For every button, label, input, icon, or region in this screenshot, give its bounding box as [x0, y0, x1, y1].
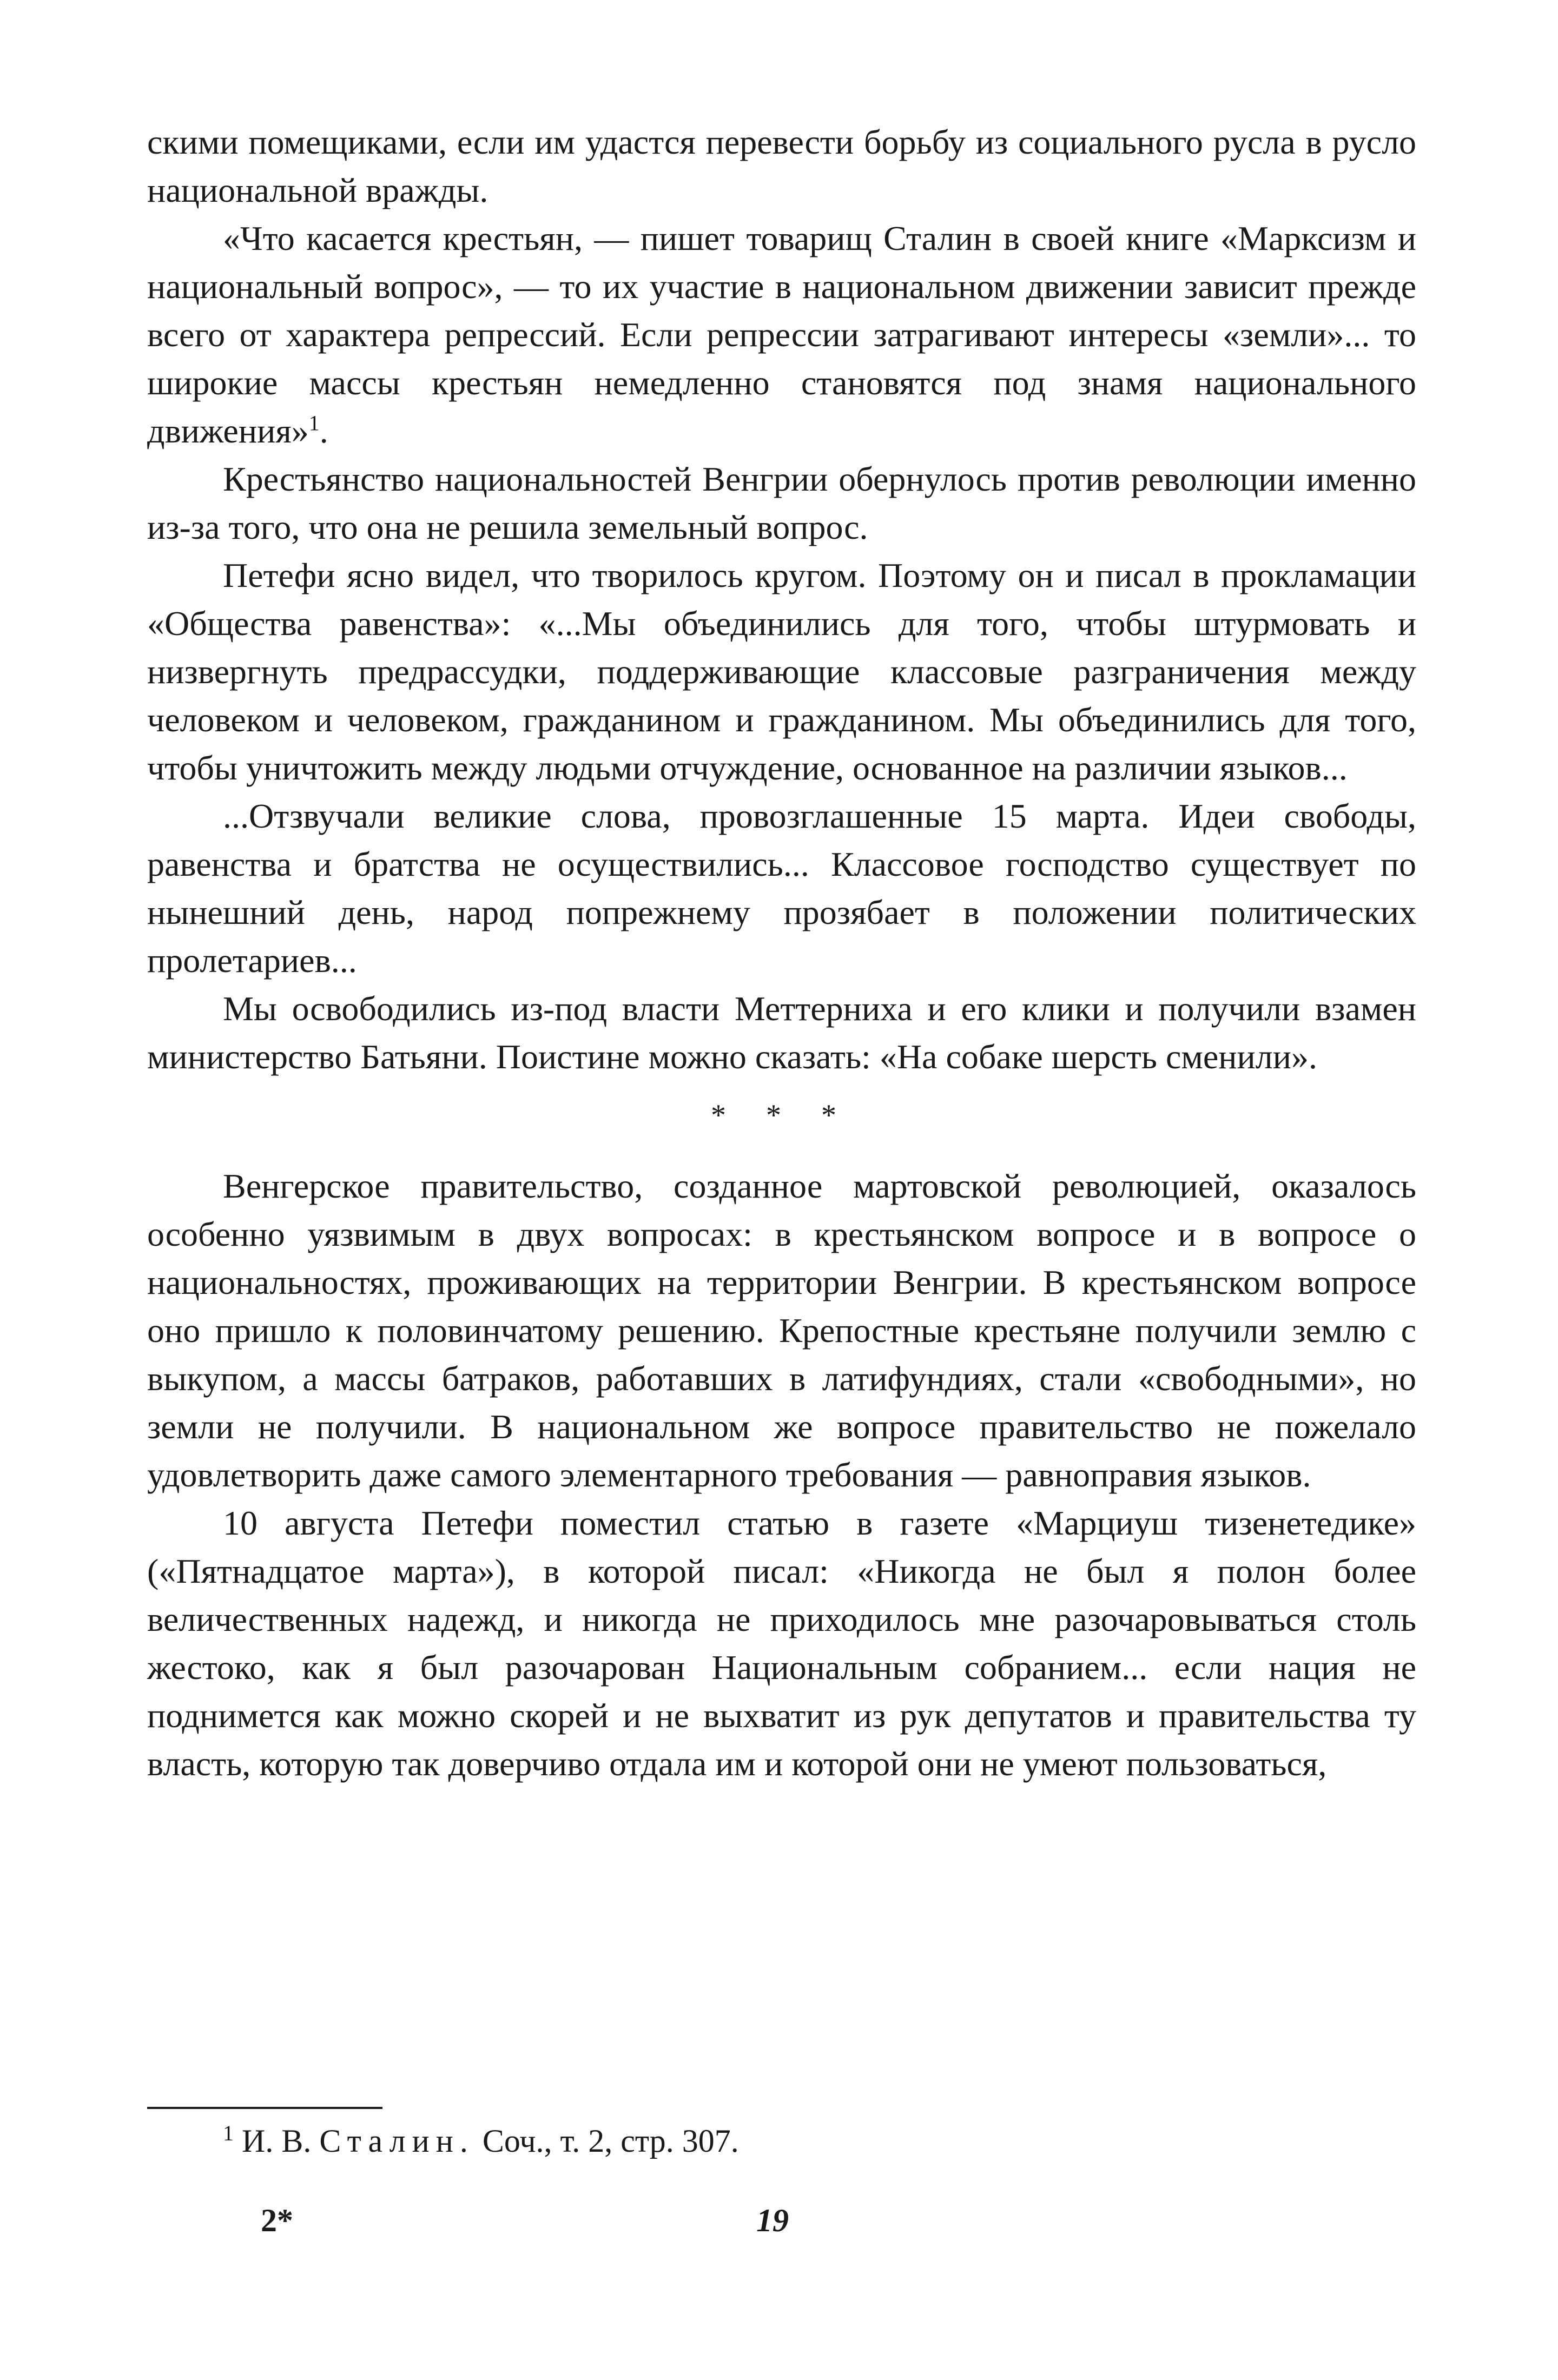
paragraph-4-petofi-proclamation: Петефи ясно видел, что творилось кругом. Поэтому он и писал в прокламации «Общества равенства»: «...Мы объединились для того, чтобы штурмовать и низвергнуть предрассудки, поддерживающие классовые разграничения между человеком и человеком, гражданином и гражданином. Мы объединились для того, чтобы уничтожить между людьми отчуждение, основанное на различии языков... — [147, 556, 1416, 787]
footnote-author-surname: Сталин. — [319, 2123, 474, 2159]
paragraph-3: Крестьянство национальностей Венгрии обернулось против революции именно из-за того, что она не решила земельный вопрос. — [147, 460, 1416, 546]
paragraph-8: 10 августа Петефи поместил статью в газете «Марциуш тизенетедике» («Пятнадцатое марта»), в которой писал: «Никогда не был я полон более величественных надежд, и никогда не приходилось мне разочаровываться столь жестоко, как я был разочарован Национальным собранием... если нация не поднимется как можно скорей и не выхватит из рук депутатов и правительства ту власть, которую так доверчиво отдала им и которой они не умеют пользоваться, — [147, 1504, 1416, 1783]
paragraph-7: Венгерское правительство, созданное мартовской революцией, оказалось особенно уязвимым в двух вопросах: в крестьянском вопросе и в вопросе о национальностях, проживающих на территории Венгрии. В крестьянском вопросе оно пришло к половинчатому решению. Крепостные крестьяне получили землю с выкупом, а массы батраков, работавших в латифундиях, стали «свободными», но земли не получили. В национальном же вопросе правительство не пожелало удовлетворить даже самого элементарного требования — равноправия языков. — [147, 1167, 1416, 1494]
printer-signature-mark: 2* — [261, 2203, 293, 2238]
paragraph-6: Мы освободились из-под власти Меттерниха и его клики и получили взамен министерство Батьяни. Поистине можно сказать: «На собаке шерсть сменили». — [147, 989, 1416, 1076]
paragraph-5: ...Отзвучали великие слова, провозглашенные 15 марта. Идеи свободы, равенства и братства не осуществились... Классовое господство существует по нынешний день, народ попрежнему прозябает в положении политических пролетариев... — [147, 797, 1416, 980]
paragraph-1: скими помещиками, если им удастся перевести борьбу из социального русла в русло национальной вражды. — [147, 123, 1416, 209]
footnote-divider — [147, 2107, 382, 2109]
footnote-reference: 1 — [308, 411, 320, 435]
page-number: 19 — [756, 2203, 789, 2238]
footnote-author-initials: И. В. — [242, 2123, 312, 2159]
footnote — [223, 2119, 739, 2163]
footnote-marker: 1 — [223, 2121, 234, 2145]
section-separator: * * * — [711, 1099, 853, 1132]
footnote-source: Соч., т. 2, стр. 307. — [482, 2123, 739, 2159]
stalin-quote-end: . — [319, 412, 328, 450]
stalin-quote-text: «Что касается крестьян, — пишет товарищ Сталин в своей книге «Марксизм и национальный вопрос», — то их участие в национальном движении зависит прежде всего от характера репрессий. Если репрессии затрагивают интересы «земли»... то широкие массы крестьян немедленно становятся под знамя национального движения» — [147, 219, 1416, 450]
main-text — [147, 118, 1416, 1788]
paragraph-2-stalin-quote — [147, 214, 1416, 455]
